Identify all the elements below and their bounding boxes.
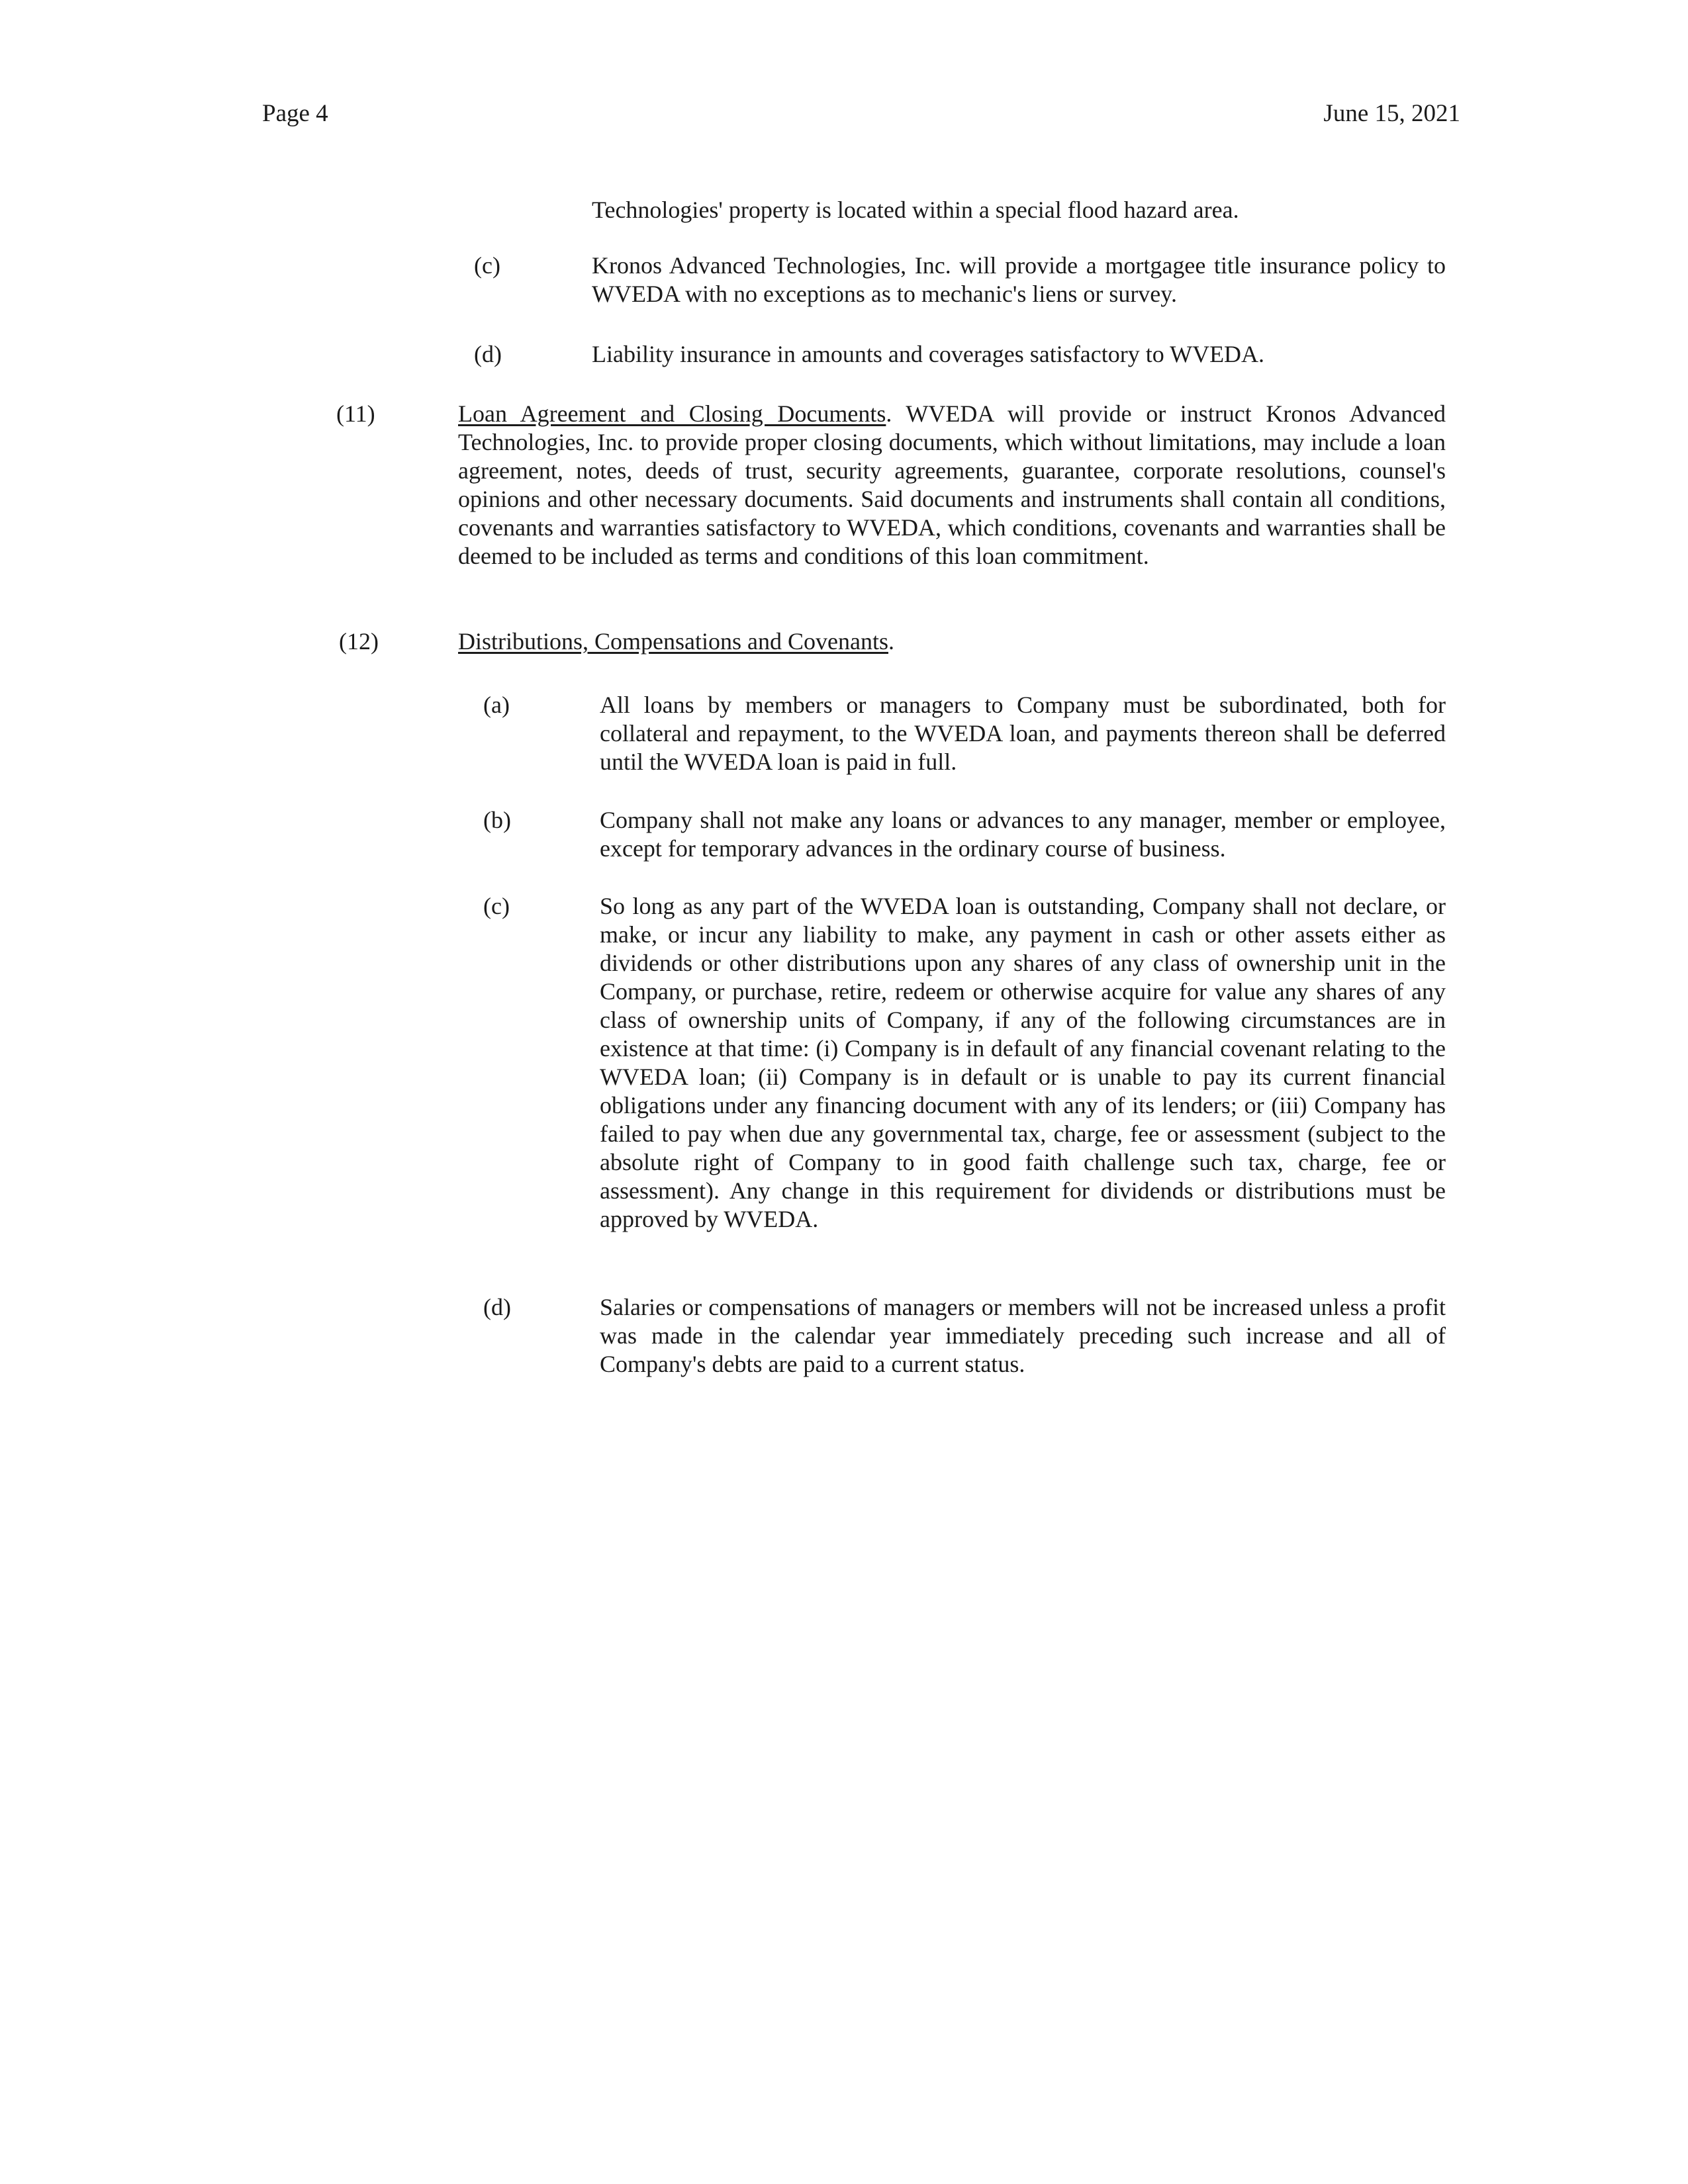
item-text-10c: Kronos Advanced Technologies, Inc. will provide a mortgagee title insurance policy to WVEDA with no exceptions as to mechanic's liens or survey. [592, 252, 1446, 307]
item-text-12b: Company shall not make any loans or advances to any manager, member or employee, except for temporary advances in the ordinary course of business. [600, 807, 1446, 862]
section-11-paragraph [458, 400, 1446, 570]
section-12-heading-line [458, 627, 1446, 656]
item-label-12b: (b) [483, 807, 511, 833]
item-label-12a: (a) [483, 692, 510, 718]
document-date: June 15, 2021 [1323, 100, 1460, 127]
item-label-10c: (c) [474, 252, 500, 279]
page-number: Page 4 [262, 100, 328, 127]
section-12-heading-suffix: . [888, 628, 894, 655]
item-text-12d: Salaries or compensations of managers or members will not be increased unless a profit was made in the calendar year immediately preceding such increase and all of Company's debts are paid to a current status. [600, 1294, 1446, 1377]
section-11-text: . WVEDA will provide or instruct Kronos Advanced Technologies, Inc. to provide proper closing documents, which without limitations, may include a loan agreement, notes, deeds of trust, security agreements, guarantee, corporate resolutions, counsel's opinions and other necessary documents. Said documents and instruments shall contain all conditions, covenants and warranties satisfactory to WVEDA, which conditions, covenants and warranties shall be deemed to be included as terms and conditions of this loan commitment. [458, 400, 1446, 569]
section-11-heading: Loan Agreement and Closing Documents [458, 400, 886, 427]
section-label-12: (12) [339, 628, 379, 655]
item-label-12d: (d) [483, 1294, 511, 1320]
item-label-10d: (d) [474, 341, 502, 367]
item-text-12c: So long as any part of the WVEDA loan is outstanding, Company shall not declare, or make, or incur any liability to make, any payment in cash or other assets either as dividends or other distributions upon any shares of any class of ownership unit in the Company, or purchase, retire, redeem or otherwise acquire for value any shares of any class of ownership units of Company, if any of the following circumstances are in existence at that time: (i) Company is in default of any financial covenant relating to the WVEDA loan; (ii) Company is in default or is unable to pay its current financial obligations under any financing document with any of its lenders; or (iii) Company has failed to pay when due any governmental tax, charge, fee or assessment (subject to the absolute right of Company to in good faith challenge such tax, charge, fee or assessment). Any change in this requirement for dividends or distributions must be approved by WVEDA. [600, 893, 1446, 1232]
section-label-11: (11) [336, 400, 375, 427]
item-text-12a: All loans by members or managers to Company must be subordinated, both for collateral and repayment, to the WVEDA loan, and payments thereon shall be deferred until the WVEDA loan is paid in full. [600, 692, 1446, 775]
item-text-10d: Liability insurance in amounts and coverages satisfactory to WVEDA. [592, 341, 1265, 367]
continued-paragraph: Technologies' property is located within a special flood hazard area. [592, 197, 1239, 223]
section-12-heading: Distributions, Compensations and Covenants [458, 628, 888, 655]
item-label-12c: (c) [483, 893, 510, 919]
